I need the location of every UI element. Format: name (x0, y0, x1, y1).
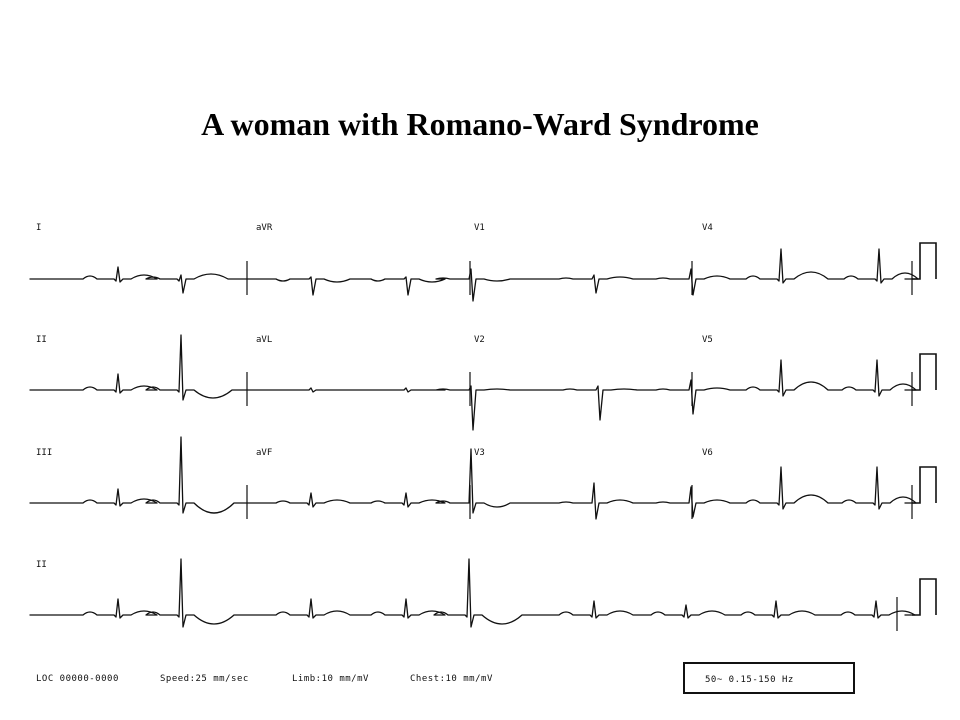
lead-label-V6: V6 (702, 448, 713, 458)
lead-label-aVF: aVF (256, 448, 273, 458)
footer-limb-gain: Limb:10 mm/mV (292, 674, 369, 684)
lead-label-rhythm-II: II (36, 560, 47, 570)
calibration-pulse (912, 579, 936, 615)
lead-label-I: I (36, 223, 42, 233)
ecg-trace-row-2 (30, 335, 916, 430)
footer-speed: Speed:25 mm/sec (160, 674, 249, 684)
ecg-trace-row-1 (30, 249, 918, 301)
footer-chest-gain: Chest:10 mm/mV (410, 674, 493, 684)
lead-label-V5: V5 (702, 335, 713, 345)
lead-label-III: III (36, 448, 53, 458)
lead-separator-markers (247, 261, 912, 631)
calibration-pulse (912, 354, 936, 390)
lead-label-V2: V2 (474, 335, 485, 345)
calibration-pulse (912, 243, 936, 279)
lead-label-aVR: aVR (256, 223, 273, 233)
lead-label-II: II (36, 335, 47, 345)
footer-location: LOC 00000-0000 (36, 674, 119, 684)
lead-label-V4: V4 (702, 223, 713, 233)
lead-label-V1: V1 (474, 223, 485, 233)
lead-label-aVL: aVL (256, 335, 273, 345)
calibration-pulses (912, 243, 936, 615)
calibration-pulse (912, 467, 936, 503)
lead-label-V3: V3 (474, 448, 485, 458)
page-title: A woman with Romano-Ward Syndrome (201, 106, 759, 142)
ecg-trace-row-3 (30, 437, 916, 519)
ecg-trace-rhythm-strip (30, 559, 915, 627)
footer-filter: 50~ 0.15-150 Hz (705, 675, 794, 685)
